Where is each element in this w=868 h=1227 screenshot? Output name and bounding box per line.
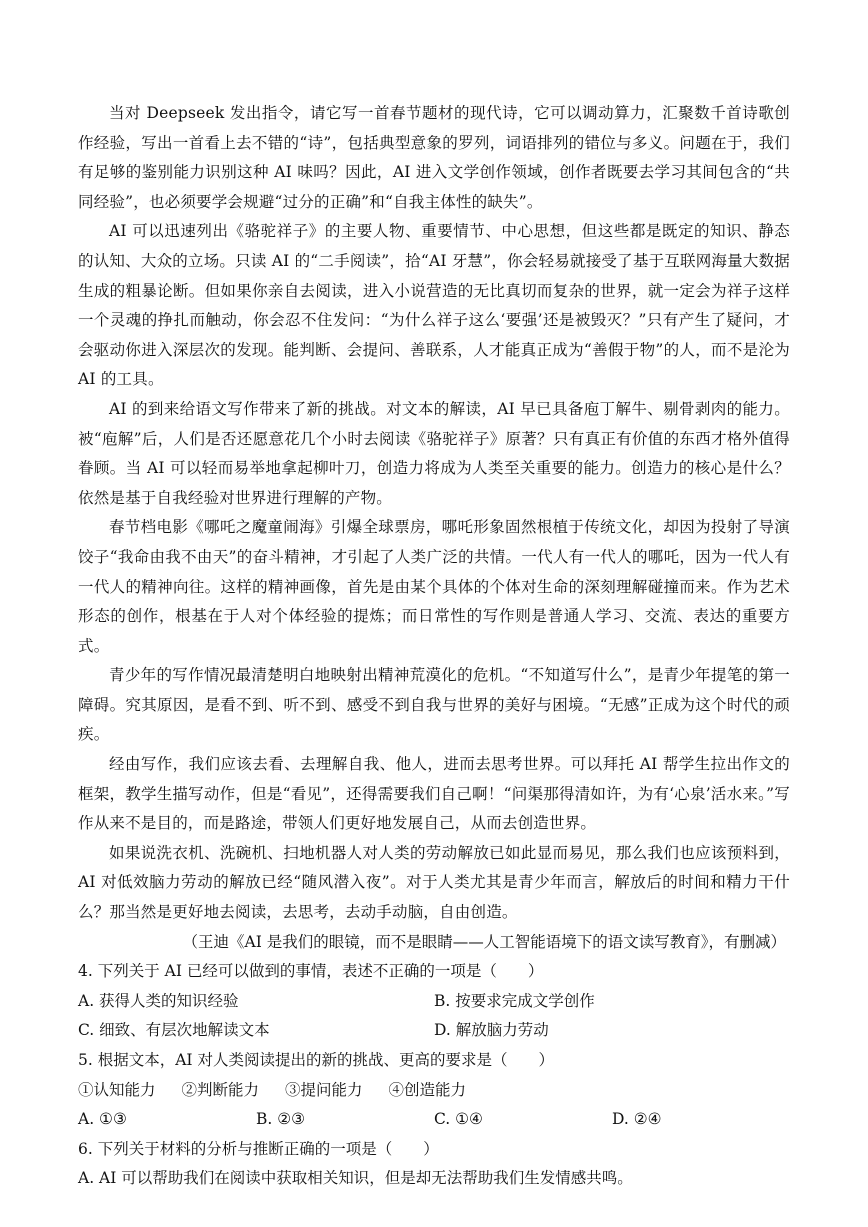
question-5-item-3: ③提问能力 <box>285 1080 363 1099</box>
question-4-option-b[interactable]: B. 按要求完成文学创作 <box>434 991 595 1010</box>
question-5-option-c[interactable]: C. ①④ <box>434 1110 483 1129</box>
question-5-items <box>78 1076 790 1106</box>
question-5-item-2: ②判断能力 <box>181 1080 260 1099</box>
passage-paragraph-5: 青少年的写作情况最清楚明白地映射出精神荒漠化的危机。“不知道写什么”，是青少年提笔的第一障碍。究其原因，是看不到、听不到、感受不到自我与世界的美好与困境。“无感”正成为这个时代的顽疾。 <box>78 666 790 744</box>
passage-source: （王迪《AI 是我们的眼镜，而不是眼睛——人工智能语境下的语文读写教育》，有删减） <box>182 932 786 951</box>
question-5-option-d[interactable]: D. ②④ <box>612 1110 662 1129</box>
passage-paragraph-6: 经由写作，我们应该去看、去理解自我、他人，进而去思考世界。可以拜托 AI 帮学生拉出作文的框架，教学生描写动作，但是“看见”，还得需要我们自己啊！“问渠那得清如许，为有‘心泉’活水来。”写作从来不是目的，而是路途，带领人们更好地发展自己，从而去创造世界。 <box>78 755 790 833</box>
question-5-option-a[interactable]: A. ①③ <box>78 1110 127 1129</box>
question-5-item-1: ①认知能力 <box>78 1080 156 1099</box>
question-6-option-a[interactable]: A. AI 可以帮助我们在阅读中获取相关知识，但是却无法帮助我们生发情感共鸣。 <box>78 1169 633 1188</box>
question-4-stem: 4. 下列关于 AI 已经可以做到的事情，表述不正确的一项是（ ） <box>78 962 544 981</box>
question-4-options-row-2 <box>78 1016 790 1046</box>
question-4-options-row-1 <box>78 987 790 1017</box>
question-4-option-c[interactable]: C. 细致、有层次地解读文本 <box>78 1021 270 1040</box>
question-5-stem: 5. 根据文本，AI 对人类阅读提出的新的挑战、更高的要求是（ ） <box>78 1051 554 1069</box>
question-6-stem: 6. 下列关于材料的分析与推断正确的一项是（ ） <box>78 1139 439 1158</box>
document-page <box>78 99 790 1194</box>
passage-paragraph-7: 如果说洗衣机、洗碗机、扫地机器人对人类的劳动解放已如此显而易见，那么我们也应该预料到，AI 对低效脑力劳动的解放已经“随风潜入夜”。对于人类尤其是青少年而言，解放后的时间和精力干什么？那当然是更好地去阅读，去思考，去动手动脑，自由创造。 <box>78 843 790 922</box>
question-4-option-d[interactable]: D. 解放脑力劳动 <box>434 1021 549 1040</box>
question-5-item-4: ④创造能力 <box>388 1080 467 1099</box>
passage-paragraph-2: AI 可以迅速列出《骆驼祥子》的主要人物、重要情节、中心思想，但这些都是既定的知识、静态的认知、大众的立场。只读 AI 的“二手阅读”，拾“AI 牙慧”，你会轻易就接受了基于互联网海量大数据生成的粗暴论断。但如果你亲自去阅读，进入小说营造的无比真切而复杂的世界，就一定会为祥子这样一个灵魂的挣扎而触动，你会忍不住发问：“为什么祥子这么‘要强’还是被毁灭？”只有产生了疑问，才会驱动你进入深层次的发现。能判断、会提问、善联系，人才能真正成为“善假于物”的人，而不是沦为 AI 的工具。 <box>78 222 790 389</box>
question-5-options <box>78 1105 790 1135</box>
question-5-option-b[interactable]: B. ②③ <box>256 1110 306 1129</box>
passage-paragraph-3: AI 的到来给语文写作带来了新的挑战。对文本的解读，AI 早已具备庖丁解牛、剔骨剥肉的能力。被“庖解”后，人们是否还愿意花几个小时去阅读《骆驼祥子》原著？只有真正有价值的东西才格外值得眷顾。当 AI 可以轻而易举地拿起柳叶刀，创造力将成为人类至关重要的能力。创造力的核心是什么？依然是基于自我经验对世界进行理解的产物。 <box>78 399 790 507</box>
passage-paragraph-1: 当对 Deepseek 发出指令，请它写一首春节题材的现代诗，它可以调动算力，汇聚数千首诗歌创作经验，写出一首看上去不错的“诗”，包括典型意象的罗列，词语排列的错位与多义。问题在于，我们有足够的鉴别能力识别这种 AI 味吗？因此，AI 进入文学创作领域，创作者既要去学习其间包含的“共同经验”，也必须要学会规避“过分的正确”和“自我主体性的缺失”。 <box>78 104 790 211</box>
question-4-option-a[interactable]: A. 获得人类的知识经验 <box>78 991 239 1010</box>
passage-paragraph-4: 春节档电影《哪吒之魔童闹海》引爆全球票房，哪吒形象固然根植于传统文化，却因为投射了导演饺子“我命由我不由天”的奋斗精神，才引起了人类广泛的共情。一代人有一代人的哪吒，因为一代人有一代人的精神向往。这样的精神画像，首先是由某个具体的个体对生命的深刻理解碰撞而来。作为艺术形态的创作，根基在于人对个体经验的提炼；而日常性的写作则是普通人学习、交流、表达的重要方式。 <box>78 518 790 655</box>
